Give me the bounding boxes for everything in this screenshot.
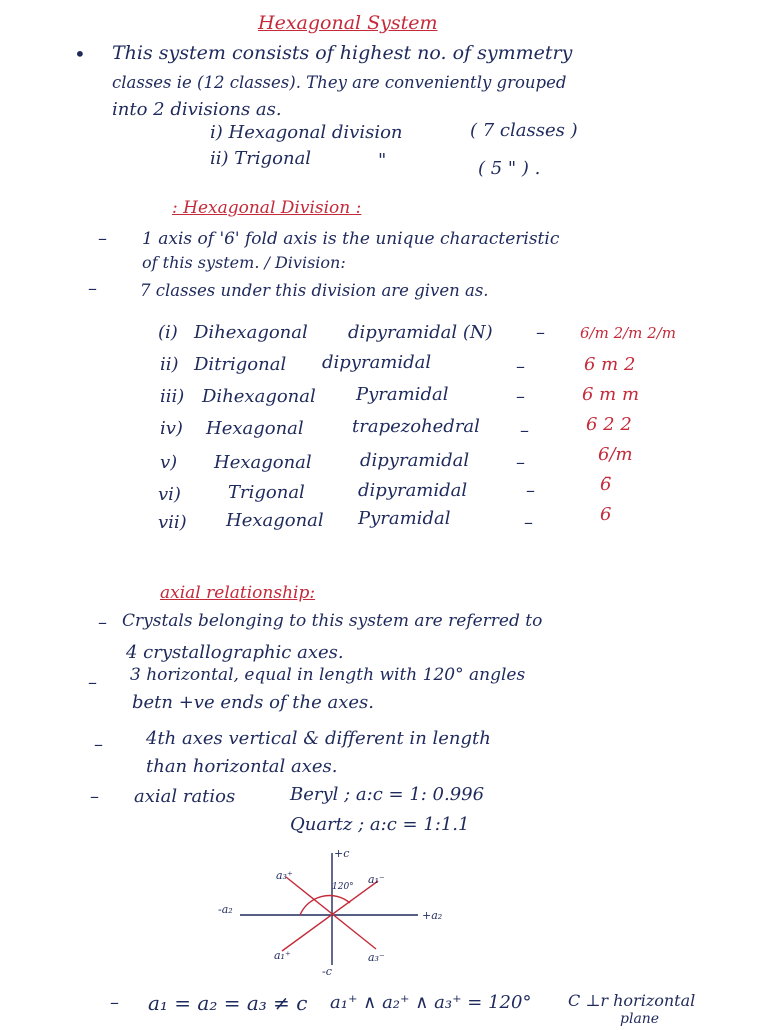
class-name-1: Dihexagonal xyxy=(202,386,316,407)
final-angle: a₁⁺ ∧ a₂⁺ ∧ a₃⁺ = 120° xyxy=(330,992,532,1013)
final-equation: a₁ = a₂ = a₃ ≠ c xyxy=(148,991,308,1015)
axial-point-1-line-2: 4 crystallographic axes. xyxy=(126,642,344,663)
final-perpendicular-1: C ⊥r horizontal xyxy=(568,991,696,1010)
class-number: ii) xyxy=(160,354,179,375)
division-1-count: ( 7 classes ) xyxy=(470,120,578,141)
class-name-1: Ditrigonal xyxy=(194,354,287,375)
class-symbol: 6 2 2 xyxy=(586,414,632,435)
class-name-1: Trigonal xyxy=(228,482,305,503)
class-symbol: 6 m 2 xyxy=(584,354,636,375)
class-name-2: dipyramidal xyxy=(322,352,432,373)
axial-ratio-beryl: Beryl ; a:c = 1: 0.996 xyxy=(290,784,485,805)
class-number: iii) xyxy=(160,386,185,407)
axial-point-3-line-2: than horizontal axes. xyxy=(146,756,338,777)
intro-line-2: classes ie (12 classes). They are conveniently grouped xyxy=(112,73,567,92)
axial-point-2-line-2: betn +ve ends of the axes. xyxy=(132,692,374,713)
axial-point-2-line-1: 3 horizontal, equal in length with 120° angles xyxy=(130,665,526,685)
dash-marker: – xyxy=(90,786,99,807)
class-symbol: 6 m m xyxy=(582,384,640,405)
class-name-2: Pyramidal xyxy=(358,508,451,529)
hex-point-1-line-2: of this system. / Division: xyxy=(142,253,346,272)
class-number: vii) xyxy=(158,512,187,533)
axial-relationship-heading: axial relationship: xyxy=(160,583,316,603)
class-name-2: trapezohedral xyxy=(352,416,480,437)
class-symbol: 6 xyxy=(600,504,612,525)
axial-point-3-line-1: 4th axes vertical & different in length xyxy=(146,728,491,749)
dash-marker: – xyxy=(88,672,97,693)
label-a3-minus: a₃⁻ xyxy=(368,951,385,964)
class-name-2: dipyramidal xyxy=(360,450,470,471)
axial-ratios-label: axial ratios xyxy=(134,786,236,807)
class-dash: – xyxy=(536,322,545,343)
label-minus-a2: -a₂ xyxy=(218,903,233,916)
class-name-2: dipyramidal xyxy=(358,480,468,501)
hex-point-2: 7 classes under this division are given as. xyxy=(140,281,489,300)
class-symbol: 6̄ xyxy=(600,474,612,495)
class-dash: – xyxy=(526,480,535,501)
hex-point-1-line-1: 1 axis of '6' fold axis is the unique characteristic xyxy=(142,229,560,249)
class-name-1: Dihexagonal xyxy=(194,322,308,343)
bullet-marker: • xyxy=(74,42,86,66)
dash-marker: – xyxy=(94,734,103,755)
dash-marker: – xyxy=(98,228,107,249)
class-name-1: Hexagonal xyxy=(226,510,324,531)
label-a1-minus: a₁⁻ xyxy=(368,873,385,886)
class-dash: – xyxy=(516,386,525,407)
class-symbol: 6/m 2/m 2/m xyxy=(580,324,676,342)
division-1-label: i) Hexagonal division xyxy=(210,122,403,143)
label-minus-c: -c xyxy=(322,965,332,975)
class-name-1: Hexagonal xyxy=(214,452,312,473)
class-dash: – xyxy=(524,512,533,533)
class-name-2: Pyramidal xyxy=(356,384,449,405)
label-a3-plus: a₃⁺ xyxy=(276,869,293,882)
axial-ratio-quartz: Quartz ; a:c = 1:1.1 xyxy=(290,814,470,835)
label-plus-a2: +a₂ xyxy=(422,909,443,922)
class-number: vi) xyxy=(158,484,181,505)
class-name-1: Hexagonal xyxy=(206,418,304,439)
class-name-2: dipyramidal (N) xyxy=(348,322,493,343)
axial-point-1-line-1: Crystals belonging to this system are referred to xyxy=(122,611,543,631)
a1-axis xyxy=(282,881,378,951)
class-symbol: 6/m xyxy=(598,444,633,465)
class-number: iv) xyxy=(160,418,183,439)
hexagonal-division-heading: : Hexagonal Division : xyxy=(172,198,362,218)
class-number: (i) xyxy=(158,322,178,343)
division-2-label: ii) Trigonal xyxy=(210,148,312,169)
page-title: Hexagonal System xyxy=(258,12,438,34)
intro-line-3: into 2 divisions as. xyxy=(112,99,282,120)
label-angle: 120° xyxy=(332,882,354,892)
label-a1-plus: a₁⁺ xyxy=(274,949,291,962)
dash-marker: – xyxy=(98,612,107,633)
intro-line-1: This system consists of highest no. of symmetry xyxy=(112,42,573,64)
class-dash: – xyxy=(520,420,529,441)
class-dash: – xyxy=(516,356,525,377)
dash-marker: – xyxy=(110,992,119,1013)
hexagonal-axes-diagram xyxy=(200,845,460,975)
class-number: v) xyxy=(160,452,178,473)
angle-arc xyxy=(300,896,350,915)
division-2-ditto: " xyxy=(378,150,387,171)
division-2-count: ( 5 " ) . xyxy=(478,158,541,179)
final-perpendicular-2: plane xyxy=(620,1011,660,1027)
dash-marker: – xyxy=(88,278,97,299)
class-dash: – xyxy=(516,452,525,473)
label-plus-c: +c xyxy=(334,847,350,860)
